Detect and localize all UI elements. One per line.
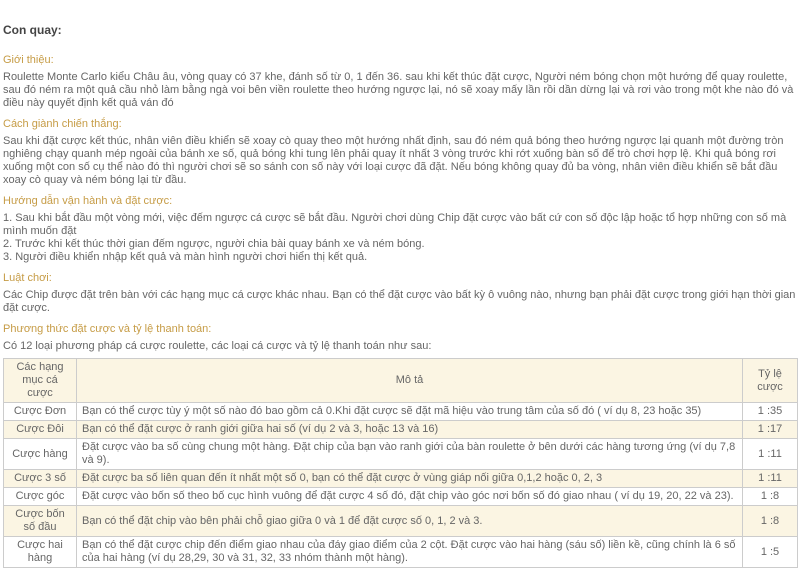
game-rules-paragraph: Các Chip được đặt trên bàn với các hạng mục cá cược khác nhau. Bạn có thể đặt cược vào bất kỳ ô vuông nào, nhưng bạn phải đặt cược trong giới hạn thời gian đặt cược. [3,289,796,314]
section-heading-intro: Giới thiệu: [3,54,54,66]
bet-ratio: 1 :11 [743,439,798,470]
section-operation-guide [3,195,797,264]
table-row [4,403,798,421]
bet-category: Cược 3 số [4,470,77,488]
table-header-row [4,359,798,403]
how-to-win-paragraph: Sau khi đặt cược kết thúc, nhân viên điều khiển sẽ xoay cò quay theo một hướng nhất định, sau đó ném quả bóng theo hướng ngược lại quanh một đường tròn nghiêng chạy quanh mép ngoài của bánh xe số, quả bóng khi tung lên phải quay ít nhất 3 vòng trước khi rớt xuống bàn số để trò chơi hợp lệ. Khi quả bóng rơi xuống một con số cụ thể nào đó thì người chơi sẽ so sánh con số này với loại cược đã đặt. Nếu bóng không quay đủ ba vòng, nhân viên điều khiển sẽ bắt đầu xoay cò quay và ném bóng lại từ đầu. [3,135,784,186]
section-how-to-win [3,118,797,187]
bet-category: Cược bốn số đầu [4,506,77,537]
bet-ratio: 1 :35 [743,403,798,421]
bet-category: Cược hàng [4,439,77,470]
section-game-rules [3,272,797,315]
column-header-category: Các hạng mục cá cược [4,359,77,403]
bet-category: Cược góc [4,488,77,506]
bet-types-intro-paragraph: Có 12 loại phương pháp cá cược roulette, các loại cá cược và tỷ lệ thanh toán như sau: [3,340,432,352]
intro-paragraph: Roulette Monte Carlo kiểu Châu âu, vòng quay có 37 khe, đánh số từ 0, 1 đến 36. sau khi kết thúc đặt cược, Người ném bóng chọn một hướng để quay roulette, sau đó ném ra một quả cầu nhỏ làm bằng ngà voi bên viền roulette theo hướng ngược lại, nó sẽ xoay mấy lần rồi dần dừng lại và rơi vào trong một khe nào đó và điều này quyết định kết quả ván đó [3,71,794,109]
bet-description: Bạn có thể đặt cược chip đến điểm giao nhau của đáy giao điểm của 2 cột. Đặt cược vào hai hàng (sáu số) liền kề, cũng chính là 6 số của hai hàng (ví dụ 28,29, 30 và 31, 32, 33 nhóm thành một hàng). [77,537,743,568]
section-heading-operation-guide: Hướng dẫn vận hành và đặt cược: [3,195,173,207]
section-heading-game-rules: Luật chơi: [3,272,52,284]
bet-category: Cược Đơn [4,403,77,421]
bet-category: Cược Đôi [4,421,77,439]
bet-description: Đặt cược ba số liên quan đến ít nhất một số 0, bạn có thể đặt cược ở vùng giáp nối giữa 0,1,2 hoặc 0, 2, 3 [77,470,743,488]
operation-step-2: 2. Trước khi kết thúc thời gian đếm ngược, người chia bài quay bánh xe và ném bóng. [3,238,425,250]
section-bet-types-payouts [3,323,797,353]
section-heading-how-to-win: Cách giành chiến thắng: [3,118,122,130]
table-row [4,537,798,568]
bet-ratio: 1 :5 [743,537,798,568]
bet-description: Đặt cược vào bốn số theo bố cục hình vuông để đặt cược 4 số đó, đặt chip vào góc nơi bốn số đó giao nhau ( ví dụ 19, 20, 22 và 23). [77,488,743,506]
table-row [4,488,798,506]
bet-description: Bạn có thể cược tùy ý một số nào đó bao gồm cả 0.Khi đặt cược sẽ đặt mã hiệu vào trung tâm của số đó ( ví dụ 8, 23 hoặc 35) [77,403,743,421]
bet-ratio: 1 :17 [743,421,798,439]
bet-description: Bạn có thể đặt chip vào bên phải chỗ giao giữa 0 và 1 để đặt cược số 0, 1, 2 và 3. [77,506,743,537]
bet-category: Cược hai hàng [4,537,77,568]
table-row [4,506,798,537]
bet-description: Đặt cược vào ba số cùng chung một hàng. Đặt chip của bạn vào ranh giới của bàn roulette ở bên dưới các hàng tương ứng (ví dụ 7,8 và 9). [77,439,743,470]
column-header-description: Mô tả [77,359,743,403]
table-row [4,470,798,488]
page-title: Con quay: [3,23,62,37]
bet-description: Bạn có thể đặt cược ở ranh giới giữa hai số (ví dụ 2 và 3, hoặc 13 và 16) [77,421,743,439]
bet-ratio: 1 :8 [743,506,798,537]
column-header-ratio: Tỷ lệ cược [743,359,798,403]
bet-ratio: 1 :11 [743,470,798,488]
operation-step-3: 3. Người điều khiển nhập kết quả và màn hình người chơi hiển thị kết quả. [3,251,368,263]
operation-step-1: 1. Sau khi bắt đầu một vòng mới, việc đếm ngược cá cược sẽ bắt đầu. Người chơi dùng Chip đặt cược vào bất cứ con số độc lập hoặc tổ hợp những con số mà mình muốn đặt [3,212,787,237]
table-row [4,421,798,439]
table-row [4,439,798,470]
betting-odds-table [3,358,798,568]
section-heading-bet-types-payouts: Phương thức đặt cược và tỷ lệ thanh toán: [3,323,212,335]
section-intro [3,54,797,110]
bet-ratio: 1 :8 [743,488,798,506]
